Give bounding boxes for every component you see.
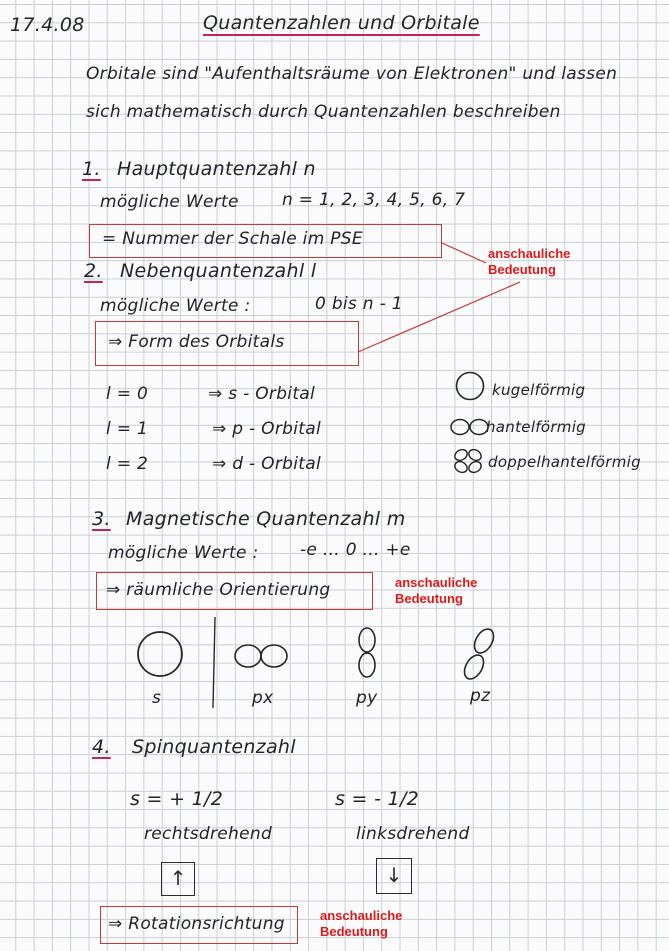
dumbbell-orbital-icon [450,417,490,437]
l-row-1-orbital: ⇒ p - Orbital [212,419,321,439]
annotation-3-line-2: Bedeutung [320,924,388,939]
l-row-1-shape: hantelförmig [486,418,587,436]
section-4-number: 4. [92,736,111,758]
up-arrow-icon: ↑ [169,866,187,890]
spin-up-value: s = + 1/2 [130,788,224,810]
pipe-divider [213,617,215,708]
section-2-number: 2. [84,260,103,282]
l-row-0-value: l = 0 [106,384,149,404]
l-row-2-shape: doppelhantelförmig [488,453,641,471]
section-4-meaning: ⇒ Rotationsrichtung [108,914,285,934]
py-orbital-label: py [356,688,378,708]
annotation-3-line-1: anschauliche [320,908,403,923]
l-row-1-value: l = 1 [106,419,149,439]
annotation-1-line-2: Bedeutung [488,262,556,277]
section-3-meaning: ⇒ räumliche Orientierung [106,580,331,600]
page-title: Quantenzahlen und Orbitale [203,12,480,34]
section-2-values-label: mögliche Werte : [100,296,251,316]
l-row-2-value: l = 2 [106,454,149,474]
section-3-values-label: mögliche Werte : [108,543,259,563]
connector-1 [442,243,486,263]
double-dumbbell-orbital-icon [452,448,484,474]
spin-up-label: rechtsdrehend [144,824,273,844]
intro-line-2: sich mathematisch durch Quantenzahlen beschreiben [86,102,561,122]
l-row-0-orbital: ⇒ s - Orbital [208,384,316,404]
l-row-2-orbital: ⇒ d - Orbital [212,454,321,474]
section-1-number: 1. [82,158,101,180]
down-arrow-icon: ↓ [385,863,403,887]
pz-orbital-label: pz [470,686,491,706]
section-3-number: 3. [92,508,111,530]
annotation-1-line-1: anschauliche [488,246,571,261]
spin-down-value: s = - 1/2 [335,788,420,810]
s-orbital-label: s [152,688,162,708]
section-3-values: -e ... 0 ... +e [300,540,411,560]
section-1-values: n = 1, 2, 3, 4, 5, 6, 7 [282,190,466,210]
py-orbital-icon [354,627,380,679]
section-4-heading: Spinquantenzahl [132,736,296,758]
intro-line-1: Orbitale sind "Aufenthaltsräume von Elektronen" und lassen [86,64,618,84]
spin-down-box [376,858,412,894]
date: 17.4.08 [10,14,85,36]
annotation-2 [395,575,477,607]
annotation-2-line-1: anschauliche [395,575,478,590]
section-3-heading: Magnetische Quantenzahl m [126,508,406,530]
section-2-meaning: ⇒ Form des Orbitals [108,332,285,352]
spin-down-label: linksdrehend [356,824,470,844]
section-1-heading: Hauptquantenzahl n [117,158,316,180]
section-2-values: 0 bis n - 1 [315,294,403,314]
l-row-0-shape: kugelförmig [492,381,586,399]
annotation-2-line-2: Bedeutung [395,591,463,606]
connector-2 [358,282,520,352]
px-orbital-label: px [252,688,274,708]
s-orbital-icon [136,630,186,680]
pz-orbital-icon [460,627,500,683]
section-1-meaning: = Nummer der Schale im PSE [102,229,363,249]
section-1-values-label: mögliche Werte [100,192,239,212]
spin-up-box [161,862,195,896]
annotation-3 [320,908,402,940]
px-orbital-icon [234,641,290,671]
section-2-heading: Nebenquantenzahl l [120,260,317,282]
sphere-orbital-icon [455,371,485,401]
